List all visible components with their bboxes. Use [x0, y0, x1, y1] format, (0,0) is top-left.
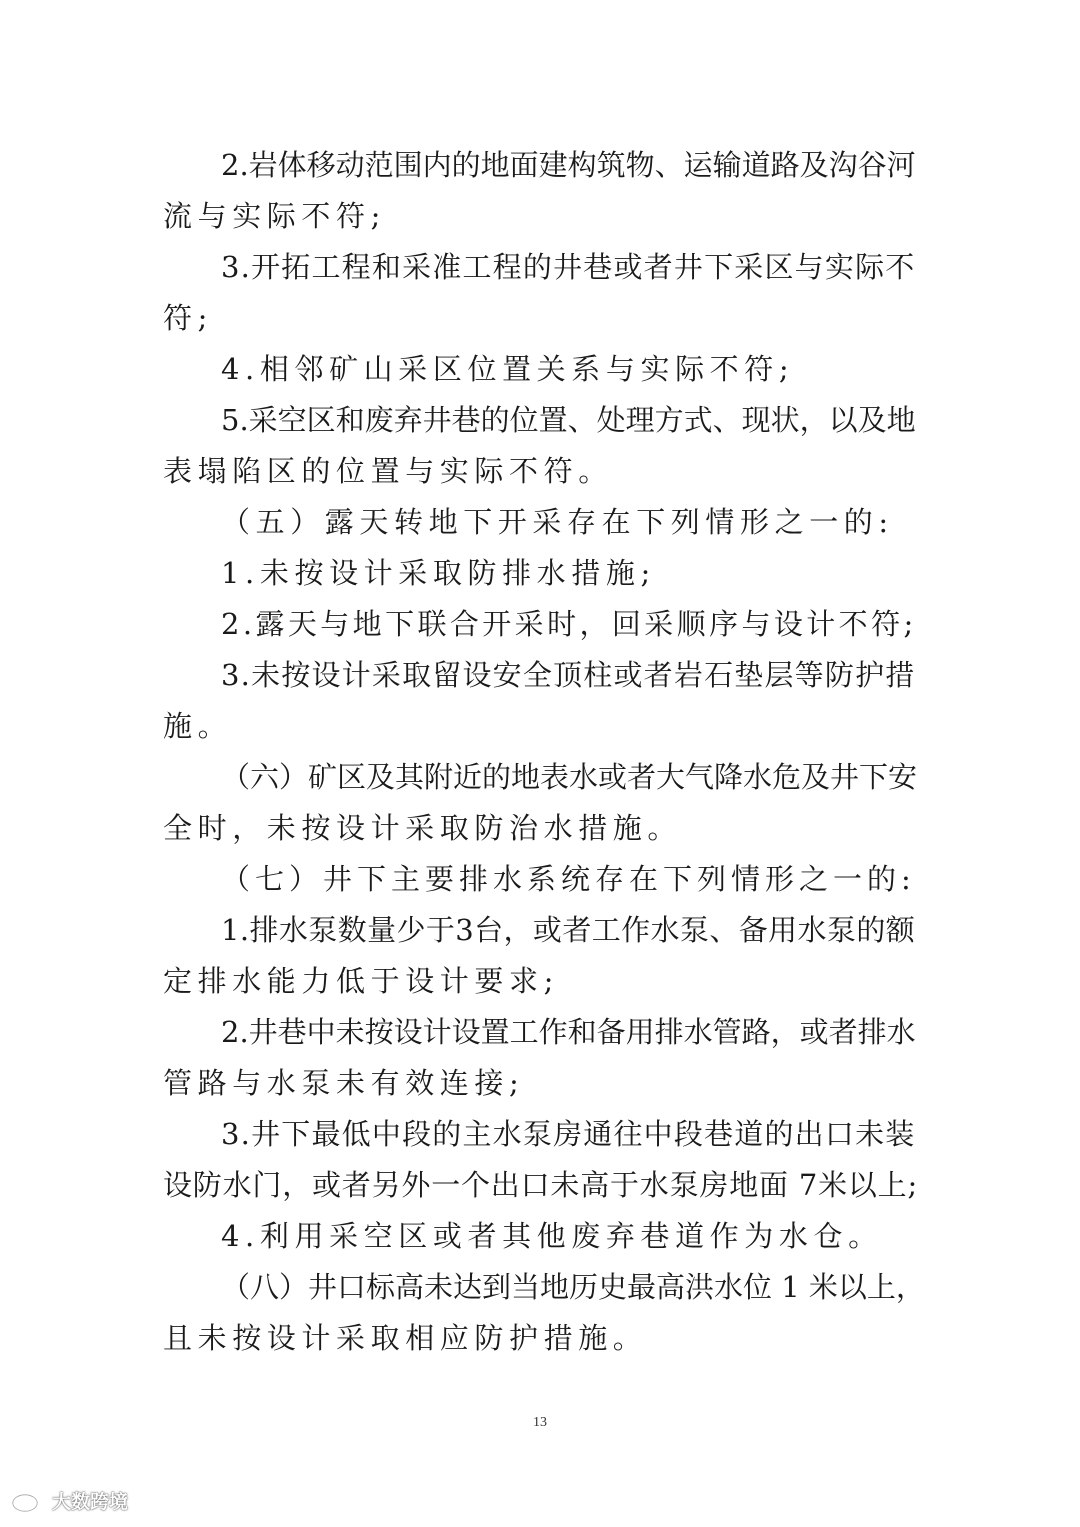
text-line: （八）井口标高未达到当地历史最高洪水位 1 米以上，: [221, 1270, 925, 1304]
text-line: 全时，未按设计采取防治水措施。: [163, 811, 683, 845]
text-line: 5.采空区和废弃井巷的位置、处理方式、现状，以及地: [221, 403, 916, 437]
text-line: （五）露天转地下开采存在下列情形之一的:: [221, 505, 894, 539]
text-line: （六）矿区及其附近的地表水或者大气降水危及井下安: [221, 760, 918, 794]
text-line: 4.相邻矿山采区位置关系与实际不符;: [221, 352, 795, 386]
text-line: 且未按设计采取相应防护措施。: [163, 1321, 648, 1355]
text-line: 符;: [163, 301, 213, 335]
text-line: 2.岩体移动范围内的地面建构筑物、运输道路及沟谷河: [221, 148, 916, 182]
text-line: 流与实际不符;: [163, 199, 386, 233]
text-line: 设防水门，或者另外一个出口未高于水泵房地面 7米以上;: [163, 1168, 919, 1202]
text-line: 表塌陷区的位置与实际不符。: [163, 454, 613, 488]
text-line: 施。: [163, 709, 233, 743]
watermark-text: 大数跨境: [52, 1490, 129, 1513]
text-line: 定排水能力低于设计要求;: [163, 964, 559, 998]
text-line: 1.未按设计采取防排水措施;: [221, 556, 656, 590]
text-line: 2.露天与地下联合开采时，回采顺序与设计不符;: [221, 607, 917, 641]
page-number: 13: [533, 1415, 547, 1430]
sina-weibo-logo-icon: [12, 1488, 46, 1512]
text-line: 3.未按设计采取留设安全顶柱或者岩石垫层等防护措: [221, 658, 916, 692]
text-line: （七）井下主要排水系统存在下列情形之一的:: [221, 862, 916, 896]
watermark: [12, 1487, 128, 1513]
text-line: 2.井巷中未按设计设置工作和备用排水管路，或者排水: [221, 1015, 916, 1049]
text-line: 4.利用采空区或者其他废弃巷道作为水仓。: [221, 1219, 883, 1253]
text-line: 1.排水泵数量少于3台，或者工作水泵、备用水泵的额: [221, 913, 916, 947]
text-line: 3.开拓工程和采准工程的井巷或者井下采区与实际不: [221, 250, 916, 284]
text-line: 3.井下最低中段的主水泵房通往中段巷道的出口未装: [221, 1117, 916, 1151]
text-line: 管路与水泵未有效连接;: [163, 1066, 525, 1100]
document-body: [163, 140, 925, 1364]
